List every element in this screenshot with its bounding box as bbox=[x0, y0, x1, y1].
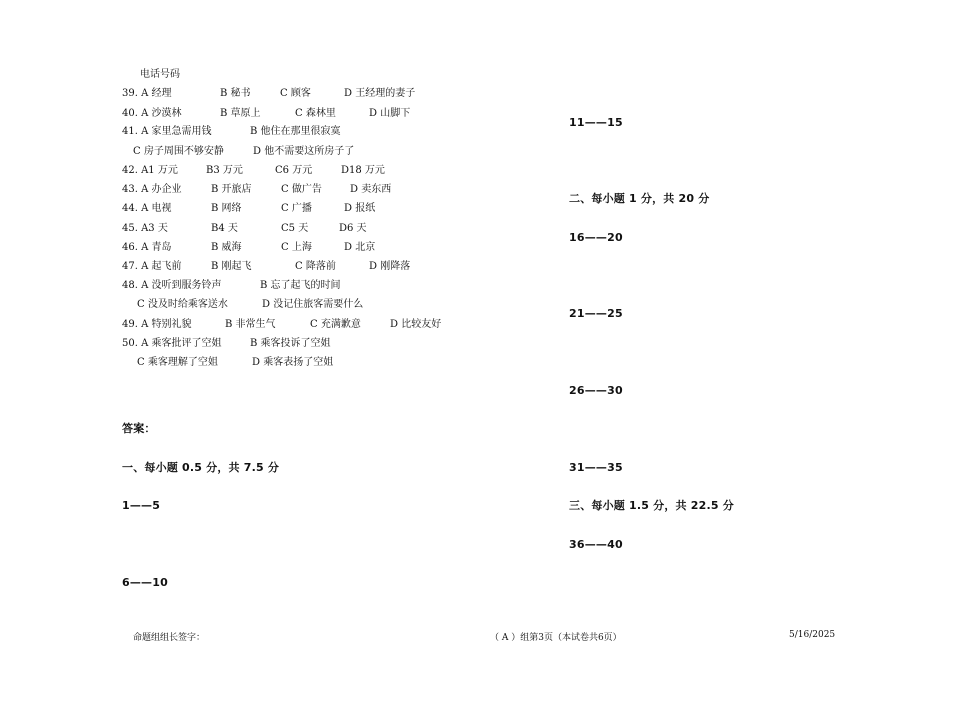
option-a: 40. A 沙漠林 bbox=[122, 108, 182, 119]
option-a: 47. A 起飞前 bbox=[122, 261, 182, 272]
option-a: 44. A 电视 bbox=[122, 203, 172, 214]
option-a: 45. A3 天 bbox=[122, 223, 168, 234]
option-d: D 他不需要这所房子了 bbox=[253, 146, 355, 157]
option-b: B 草原上 bbox=[220, 108, 261, 119]
line-text: 电话号码 bbox=[140, 69, 180, 80]
option-c: C 没及时给乘客送水 bbox=[137, 299, 228, 310]
question-line bbox=[140, 69, 180, 81]
option-c: C 房子周围不够安静 bbox=[133, 146, 224, 157]
section-2-heading: 二、每小题 1 分，共 20 分 bbox=[569, 192, 710, 205]
option-d: D 比较友好 bbox=[390, 319, 442, 330]
answer-range-16-20: 16——20 bbox=[569, 231, 623, 244]
answer-range-1-5: 1——5 bbox=[122, 499, 161, 512]
option-d: D 卖东西 bbox=[350, 184, 392, 195]
option-b: B 他住在那里很寂寞 bbox=[250, 126, 341, 137]
option-d: D 山脚下 bbox=[369, 108, 411, 119]
option-b: B4 天 bbox=[211, 223, 238, 234]
option-d: D 刚降落 bbox=[369, 261, 411, 272]
option-c: C 充满歉意 bbox=[310, 319, 361, 330]
option-d: D 报纸 bbox=[344, 203, 376, 214]
answer-range-6-10: 6——10 bbox=[122, 576, 168, 589]
answer-range-11-15: 11——15 bbox=[569, 116, 623, 129]
answers-heading: 答案： bbox=[122, 422, 156, 435]
option-d: D 北京 bbox=[344, 242, 376, 253]
option-d: D 王经理的妻子 bbox=[344, 88, 416, 99]
option-d: D6 天 bbox=[339, 223, 367, 234]
option-b: B 刚起飞 bbox=[211, 261, 252, 272]
option-a: 41. A 家里急需用钱 bbox=[122, 126, 212, 137]
section-3-heading: 三、每小题 1.5 分，共 22.5 分 bbox=[569, 499, 734, 512]
answer-range-36-40: 36——40 bbox=[569, 538, 623, 551]
signature-label: 命题组组长签字： bbox=[133, 633, 206, 643]
option-c: C 做广告 bbox=[281, 184, 322, 195]
option-b: B 网络 bbox=[211, 203, 242, 214]
option-b: B 秘书 bbox=[220, 88, 251, 99]
option-a: 43. A 办企业 bbox=[122, 184, 182, 195]
answer-range-26-30: 26——30 bbox=[569, 384, 623, 397]
option-c: C 降落前 bbox=[295, 261, 336, 272]
option-c: C 上海 bbox=[281, 242, 312, 253]
option-c: C 顾客 bbox=[280, 88, 311, 99]
option-c: C6 万元 bbox=[275, 165, 313, 176]
option-b: B 乘客投诉了空姐 bbox=[250, 338, 331, 349]
option-a: 42. A1 万元 bbox=[122, 165, 178, 176]
option-c: C5 天 bbox=[281, 223, 309, 234]
option-b: B3 万元 bbox=[206, 165, 243, 176]
option-d: D 没记住旅客需要什么 bbox=[262, 299, 364, 310]
answer-range-21-25: 21——25 bbox=[569, 307, 623, 320]
option-b: B 开旅店 bbox=[211, 184, 252, 195]
page-info: （ A ）组第3页（本试卷共6页） bbox=[490, 633, 622, 643]
answer-range-31-35: 31——35 bbox=[569, 461, 623, 474]
option-c: C 乘客理解了空姐 bbox=[137, 357, 218, 368]
option-a: 46. A 青岛 bbox=[122, 242, 172, 253]
option-d: D 乘客表扬了空姐 bbox=[252, 357, 334, 368]
option-a: 48. A 没听到服务铃声 bbox=[122, 280, 222, 291]
option-b: B 非常生气 bbox=[225, 319, 276, 330]
option-c: C 森林里 bbox=[295, 108, 336, 119]
section-1-heading: 一、每小题 0.5 分，共 7.5 分 bbox=[122, 461, 280, 474]
footer-date: 5/16/2025 bbox=[789, 630, 836, 640]
option-b: B 威海 bbox=[211, 242, 242, 253]
option-d: D18 万元 bbox=[341, 165, 385, 176]
option-c: C 广播 bbox=[281, 203, 312, 214]
option-b: B 忘了起飞的时间 bbox=[260, 280, 341, 291]
option-a: 39. A 经理 bbox=[122, 88, 172, 99]
option-a: 50. A 乘客批评了空姐 bbox=[122, 338, 222, 349]
option-a: 49. A 特别礼貌 bbox=[122, 319, 192, 330]
